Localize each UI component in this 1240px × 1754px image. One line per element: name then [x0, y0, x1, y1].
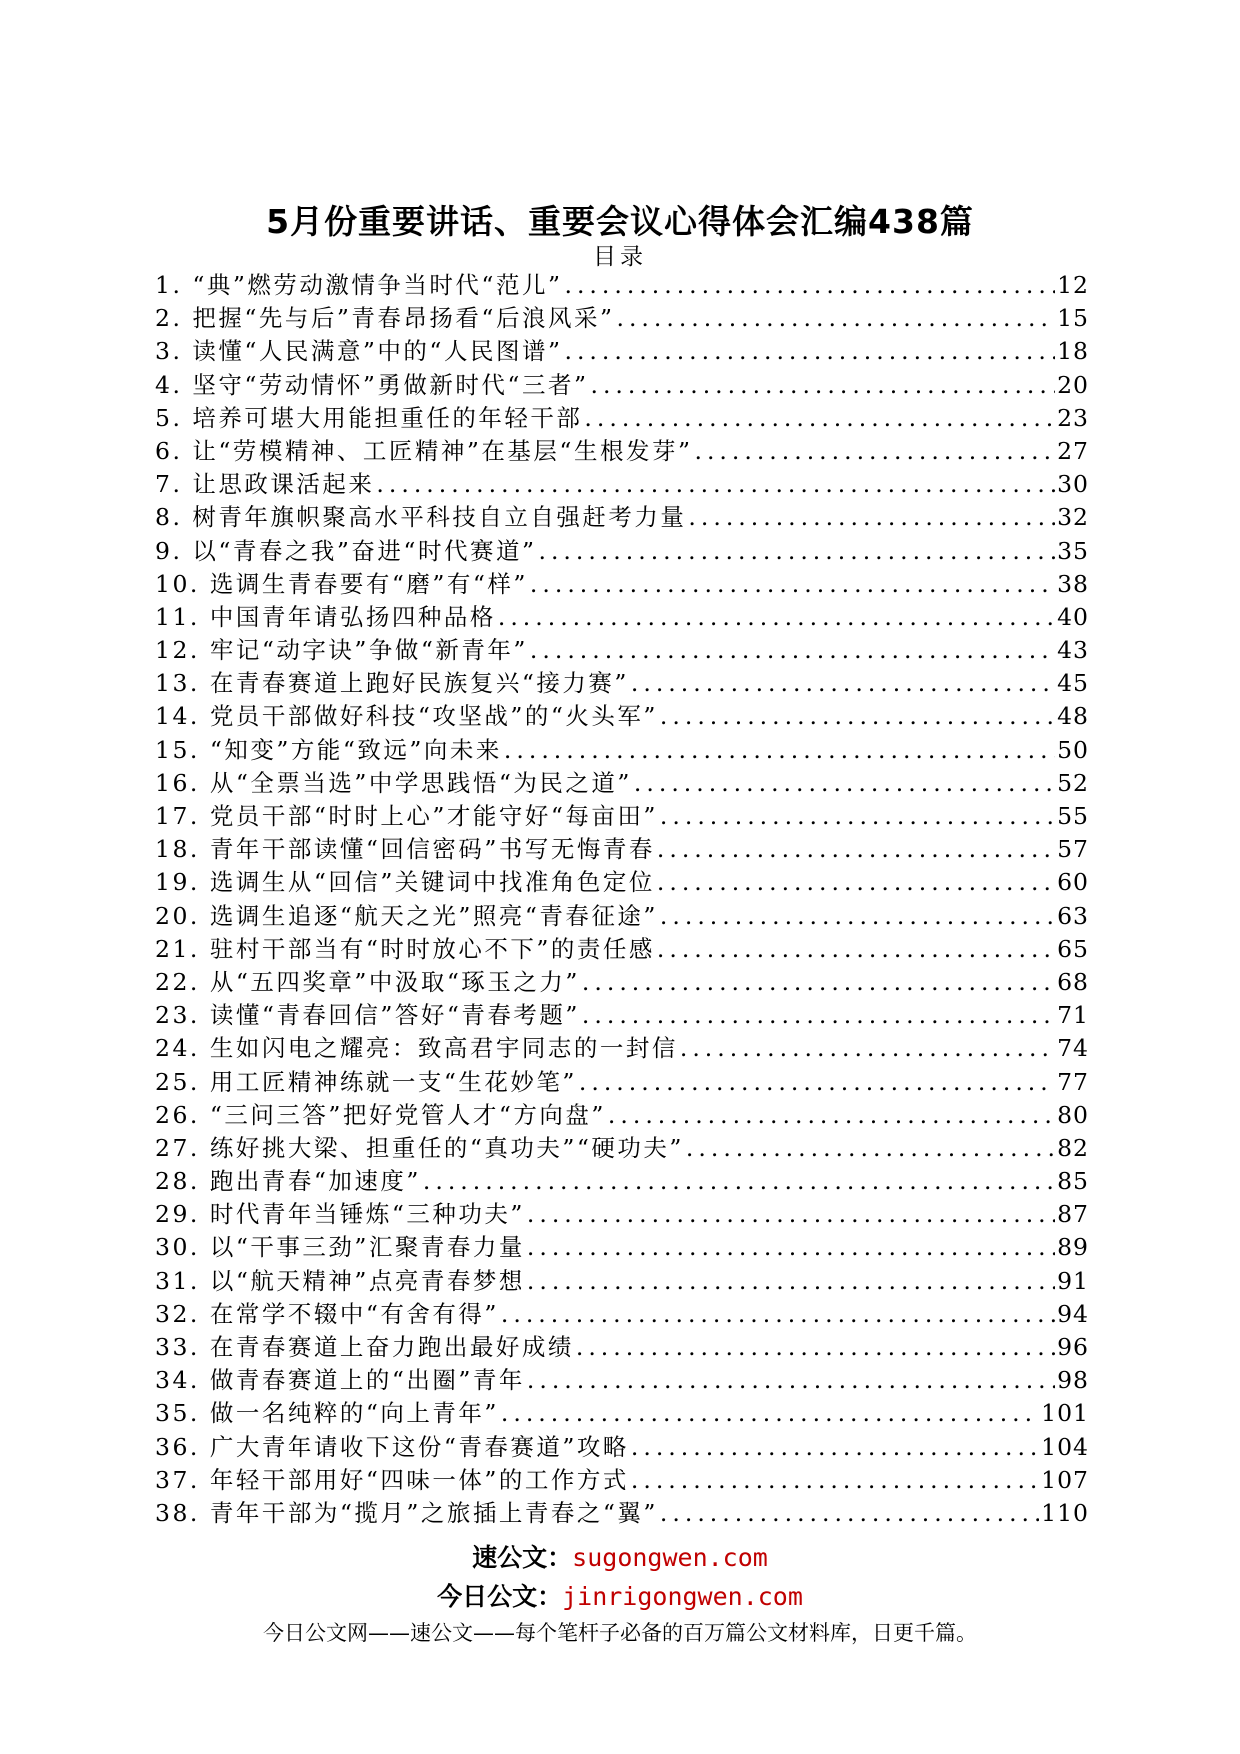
toc-entry[interactable] — [155, 1295, 1089, 1328]
toc-entry-page: 91 — [1057, 1266, 1089, 1295]
toc-entry-page: 94 — [1057, 1299, 1089, 1328]
toc-entry-text: 从“五四奖章”中汲取“琢玉之力” — [209, 967, 580, 996]
toc-entry-text: 做一名纯粹的“向上青年” — [209, 1399, 499, 1428]
toc-entry[interactable] — [155, 1328, 1089, 1361]
toc-entry-title — [155, 1228, 525, 1262]
site-link[interactable]: jinrigongwen.com — [562, 1582, 803, 1611]
toc-entry-number: 27. — [155, 1133, 200, 1162]
toc-entry-number: 29. — [155, 1200, 200, 1229]
toc-entry-number: 24. — [155, 1034, 200, 1063]
toc-entry-text: “知变”方能“致远”向未来 — [209, 735, 502, 764]
toc-entry-title — [155, 996, 580, 1030]
toc-entry[interactable] — [155, 1262, 1089, 1295]
toc-entry[interactable] — [155, 1428, 1089, 1461]
toc-entry-title — [155, 332, 562, 366]
toc-dot-leader — [657, 935, 1055, 963]
toc-entry-title — [155, 1494, 658, 1528]
toc-entry-text: 跑出青春“加速度” — [209, 1167, 421, 1196]
toc-entry-page: 89 — [1057, 1233, 1089, 1262]
toc-dot-leader — [527, 1200, 1055, 1228]
toc-dot-leader — [582, 1001, 1055, 1029]
toc-dot-leader — [680, 1034, 1055, 1062]
toc-entry-title — [155, 897, 658, 931]
toc-entry-title — [155, 930, 655, 964]
toc-entry-number: 30. — [155, 1233, 200, 1262]
toc-entry[interactable] — [155, 631, 1089, 664]
toc-entry-text: 以“干事三劲”汇聚青春力量 — [209, 1233, 525, 1262]
toc-entry-page: 20 — [1057, 370, 1089, 399]
toc-entry-text: 在青春赛道上奋力跑出最好成绩 — [209, 1333, 574, 1361]
toc-entry-page: 23 — [1057, 403, 1089, 432]
toc-entry[interactable] — [155, 1461, 1089, 1494]
toc-entry[interactable] — [155, 963, 1089, 996]
toc-entry-number: 34. — [155, 1366, 200, 1395]
toc-dot-leader — [579, 1068, 1055, 1096]
toc-entry-page: 68 — [1057, 967, 1089, 996]
site-link[interactable]: sugongwen.com — [572, 1543, 768, 1572]
toc-entry[interactable] — [155, 764, 1089, 797]
toc-entry-number: 28. — [155, 1167, 200, 1196]
toc-entry[interactable] — [155, 830, 1089, 863]
toc-entry-text: 让思政课活起来 — [192, 470, 375, 499]
toc-entry-number: 16. — [155, 768, 200, 797]
toc-entry[interactable] — [155, 996, 1089, 1029]
toc-entry-page: 98 — [1057, 1366, 1089, 1395]
toc-entry-title — [155, 598, 496, 632]
toc-dot-leader — [504, 736, 1055, 764]
toc-entry[interactable] — [155, 565, 1089, 598]
toc-entry-text: 时代青年当锤炼“三种功夫” — [209, 1200, 525, 1229]
toc-entry-title — [155, 1063, 577, 1097]
toc-entry-text: 做青春赛道上的“出圈”青年 — [209, 1366, 525, 1395]
toc-entry-text: 树青年旗帜聚高水平科技自立自强赶考力量 — [192, 503, 687, 532]
toc-dot-leader — [376, 470, 1055, 498]
toc-entry[interactable] — [155, 1394, 1089, 1427]
toc-dot-leader — [530, 570, 1055, 598]
toc-entry[interactable] — [155, 266, 1089, 299]
toc-entry-text: 从“全票当选”中学思践悟“为民之道” — [209, 768, 632, 797]
toc-entry-page: 80 — [1057, 1100, 1089, 1129]
toc-entry-number: 23. — [155, 1001, 200, 1030]
toc-entry-number: 22. — [155, 967, 200, 996]
toc-entry-page: 77 — [1057, 1067, 1089, 1096]
toc-dot-leader — [660, 1499, 1039, 1527]
toc-entry-title — [155, 465, 374, 499]
toc-entry-title — [155, 432, 692, 466]
toc-dot-leader — [527, 1267, 1055, 1295]
toc-dot-leader — [660, 802, 1055, 830]
toc-dot-leader — [582, 968, 1055, 996]
toc-entry-page: 96 — [1057, 1333, 1089, 1361]
toc-entry-text: 广大青年请收下这份“青春赛道”攻略 — [209, 1432, 629, 1461]
toc-entry-number: 10. — [155, 569, 200, 598]
toc-entry-number: 14. — [155, 702, 200, 731]
toc-entry-text: 以“青春之我”奋进“时代赛道” — [192, 536, 537, 565]
toc-entry[interactable] — [155, 1195, 1089, 1228]
toc-dot-leader — [501, 1399, 1039, 1427]
toc-entry-page: 18 — [1057, 337, 1089, 366]
toc-entry-title — [155, 1162, 421, 1196]
toc-entry-text: 驻村干部当有“时时放心不下”的责任感 — [209, 934, 655, 963]
toc-entry-title — [155, 1394, 499, 1428]
toc-entry-text: 练好挑大梁、担重任的“真功夫”“硬功夫” — [209, 1133, 684, 1162]
toc-entry-title — [155, 963, 580, 997]
toc-entry-title — [155, 731, 502, 765]
toc-entry[interactable] — [155, 532, 1089, 565]
toc-entry-title — [155, 697, 658, 731]
toc-entry-title — [155, 1328, 574, 1362]
toc-entry-text: 用工匠精神练就一支“生花妙笔” — [209, 1067, 577, 1096]
toc-entry-title — [155, 863, 655, 897]
toc-entry-number: 26. — [155, 1100, 200, 1129]
toc-entry[interactable] — [155, 1129, 1089, 1162]
toc-entry[interactable] — [155, 399, 1089, 432]
toc-dot-leader — [657, 835, 1055, 863]
toc-entry-title — [155, 532, 536, 566]
toc-entry-text: 让“劳模精神、工匠精神”在基层“生根发芽” — [192, 436, 693, 465]
toc-entry-number: 6. — [155, 436, 183, 465]
toc-entry-number: 32. — [155, 1299, 200, 1328]
toc-entry-page: 110 — [1041, 1498, 1089, 1527]
toc-entry[interactable] — [155, 1361, 1089, 1394]
toc-entry-number: 33. — [155, 1333, 200, 1361]
toc-entry-title — [155, 631, 528, 665]
toc-entry-text: 选调生青春要有“磨”有“样” — [209, 569, 528, 598]
toc-entry[interactable] — [155, 1096, 1089, 1129]
toc-entry-page: 65 — [1057, 934, 1089, 963]
toc-entry-page: 101 — [1041, 1399, 1089, 1428]
toc-entry-text: 在常学不辍中“有舍有得” — [209, 1299, 499, 1328]
toc-entry-number: 19. — [155, 868, 200, 897]
toc-entry-number: 36. — [155, 1432, 200, 1461]
footer-slogan: 今日公文网——速公文——每个笔杆子必备的百万篇公文材料库，日更千篇。 — [263, 1621, 977, 1645]
toc-dot-leader — [564, 271, 1055, 299]
toc-dot-leader — [660, 902, 1055, 930]
toc-dot-leader — [584, 404, 1055, 432]
toc-entry-title — [155, 1295, 499, 1329]
toc-entry-page: 74 — [1057, 1034, 1089, 1063]
toc-entry-number: 9. — [155, 536, 183, 565]
toc-entry-title — [155, 797, 658, 831]
toc-entry[interactable] — [155, 465, 1089, 498]
toc-entry-number: 11. — [155, 602, 200, 631]
toc-entry-text: 选调生追逐“航天之光”照亮“青春征途” — [209, 901, 658, 930]
toc-entry[interactable] — [155, 299, 1089, 332]
toc-dot-leader — [423, 1167, 1055, 1195]
toc-entry-text: 在青春赛道上跑好民族复兴“接力赛” — [209, 669, 629, 698]
toc-entry-number: 21. — [155, 934, 200, 963]
toc-entry[interactable] — [155, 731, 1089, 764]
toc-entry-text: 把握“先与后”青春昂扬看“后浪风采” — [192, 304, 615, 333]
toc-entry-number: 3. — [155, 337, 183, 366]
toc-dot-leader — [530, 636, 1055, 664]
toc-entry[interactable] — [155, 366, 1089, 399]
toc-entry-number: 15. — [155, 735, 200, 764]
toc-entry-title — [155, 1096, 606, 1130]
toc-entry-page: 71 — [1057, 1001, 1089, 1030]
toc-dot-leader — [576, 1333, 1055, 1361]
toc-entry-number: 1. — [155, 271, 183, 299]
toc-entry-page: 52 — [1057, 768, 1089, 797]
toc-entry-number: 20. — [155, 901, 200, 930]
toc-entry-text: 青年干部为“揽月”之旅插上青春之“翼” — [209, 1498, 658, 1527]
toc-entry-title — [155, 1029, 678, 1063]
toc-entry-number: 13. — [155, 669, 200, 698]
toc-entry-text: 党员干部做好科技“攻坚战”的“火头军” — [209, 702, 658, 731]
toc-entry-number: 7. — [155, 470, 183, 499]
toc-entry-title — [155, 565, 528, 599]
toc-entry-page: 87 — [1057, 1200, 1089, 1229]
toc-dot-leader — [631, 669, 1055, 697]
toc-entry-number: 8. — [155, 503, 183, 532]
toc-entry-text: 选调生从“回信”关键词中找准角色定位 — [209, 868, 655, 897]
toc-entry-page: 43 — [1057, 636, 1089, 665]
toc-entry-number: 12. — [155, 636, 200, 665]
toc-entry-number: 2. — [155, 304, 183, 333]
toc-entry-number: 17. — [155, 802, 200, 830]
toc-entry-number: 37. — [155, 1465, 200, 1494]
table-of-contents — [155, 266, 1089, 1527]
toc-entry-page: 12 — [1057, 271, 1089, 299]
toc-entry-title — [155, 498, 686, 532]
toc-entry-title — [155, 1461, 629, 1495]
toc-entry-number: 25. — [155, 1067, 200, 1096]
toc-entry[interactable] — [155, 498, 1089, 531]
toc-entry[interactable] — [155, 1029, 1089, 1062]
toc-entry-title — [155, 1428, 629, 1462]
toc-entry[interactable] — [155, 797, 1089, 830]
site-label: 速公文： — [472, 1543, 573, 1572]
document-title: 5月份重要讲话、重要会议心得体会汇编438篇 — [266, 202, 974, 241]
toc-entry-number: 5. — [155, 403, 183, 432]
toc-dot-leader — [590, 371, 1055, 399]
toc-dot-leader — [527, 1366, 1055, 1394]
toc-dot-leader — [634, 769, 1055, 797]
toc-dot-leader — [694, 437, 1055, 465]
toc-entry-title — [155, 1195, 525, 1229]
toc-entry[interactable] — [155, 863, 1089, 896]
site-label: 今日公文： — [437, 1582, 563, 1611]
toc-entry[interactable] — [155, 1063, 1089, 1096]
toc-entry-page: 82 — [1057, 1133, 1089, 1162]
toc-entry-text: 坚守“劳动情怀”勇做新时代“三者” — [192, 370, 589, 399]
toc-entry-text: 读懂“青春回信”答好“青春考题” — [209, 1001, 580, 1030]
toc-entry-title — [155, 664, 629, 698]
toc-entry-text: 生如闪电之耀亮：致高君宇同志的一封信 — [209, 1034, 678, 1063]
toc-dot-leader — [527, 1233, 1055, 1261]
toc-entry-text: 牢记“动字诀”争做“新青年” — [209, 636, 528, 665]
toc-entry-text: 以“航天精神”点亮青春梦想 — [209, 1266, 525, 1295]
toc-dot-leader — [501, 1300, 1055, 1328]
toc-dot-leader — [616, 304, 1055, 332]
toc-entry-title — [155, 299, 614, 333]
toc-entry-page: 40 — [1057, 602, 1089, 631]
toc-entry-number: 38. — [155, 1498, 200, 1527]
toc-dot-leader — [631, 1466, 1039, 1494]
toc-entry-title — [155, 366, 588, 400]
toc-entry-page: 35 — [1057, 536, 1089, 565]
toc-entry-page: 32 — [1057, 503, 1089, 532]
toc-entry-page: 27 — [1057, 436, 1089, 465]
toc-entry-page: 60 — [1057, 868, 1089, 897]
toc-entry-page: 50 — [1057, 735, 1089, 764]
toc-entry[interactable] — [155, 697, 1089, 730]
toc-entry-text: “典”燃劳动激情争当时代“范儿” — [192, 271, 563, 299]
toc-entry-page: 85 — [1057, 1167, 1089, 1196]
toc-entry[interactable] — [155, 598, 1089, 631]
toc-dot-leader — [564, 337, 1055, 365]
toc-entry-text: 中国青年请弘扬四种品格 — [209, 602, 496, 631]
footer-site-sugongwen — [0, 1538, 1240, 1574]
toc-entry-number: 35. — [155, 1399, 200, 1428]
toc-entry[interactable] — [155, 1162, 1089, 1195]
toc-entry-title — [155, 764, 632, 798]
toc-entry-page: 57 — [1057, 835, 1089, 864]
toc-entry-page: 45 — [1057, 669, 1089, 698]
toc-entry-page: 107 — [1041, 1465, 1089, 1494]
toc-entry[interactable] — [155, 930, 1089, 963]
toc-entry-page: 48 — [1057, 702, 1089, 731]
toc-dot-leader — [631, 1433, 1039, 1461]
toc-entry-text: 培养可堪大用能担重任的年轻干部 — [192, 403, 583, 432]
toc-dot-leader — [686, 1134, 1055, 1162]
toc-dot-leader — [660, 702, 1055, 730]
toc-entry-title — [155, 830, 655, 864]
toc-entry-title — [155, 1129, 684, 1163]
toc-entry-title — [155, 266, 562, 300]
toc-entry[interactable] — [155, 1228, 1089, 1261]
toc-entry[interactable] — [155, 1494, 1089, 1527]
toc-entry-text: “三问三答”把好党管人才“方向盘” — [209, 1100, 606, 1129]
toc-dot-leader — [657, 868, 1055, 896]
toc-entry-number: 31. — [155, 1266, 200, 1295]
toc-entry[interactable] — [155, 332, 1089, 365]
toc-dot-leader — [498, 603, 1055, 631]
toc-entry-text: 读懂“人民满意”中的“人民图谱” — [192, 337, 563, 366]
toc-entry[interactable] — [155, 897, 1089, 930]
toc-entry-title — [155, 1262, 525, 1296]
toc-entry-number: 18. — [155, 835, 200, 864]
toc-entry-text: 年轻干部用好“四味一体”的工作方式 — [209, 1465, 629, 1494]
toc-entry-page: 55 — [1057, 802, 1089, 830]
toc-entry-title — [155, 399, 582, 433]
toc-entry[interactable] — [155, 432, 1089, 465]
toc-entry[interactable] — [155, 664, 1089, 697]
toc-entry-text: 党员干部“时时上心”才能守好“每亩田” — [209, 802, 658, 830]
toc-entry-title — [155, 1361, 525, 1395]
toc-entry-page: 30 — [1057, 470, 1089, 499]
toc-entry-page: 38 — [1057, 569, 1089, 598]
toc-entry-text: 青年干部读懂“回信密码”书写无悔青春 — [209, 835, 655, 864]
toc-dot-leader — [608, 1101, 1055, 1129]
footer-site-jinrigongwen — [0, 1577, 1240, 1613]
toc-dot-leader — [538, 537, 1055, 565]
toc-entry-page: 104 — [1041, 1432, 1089, 1461]
toc-entry-page: 15 — [1057, 304, 1089, 333]
toc-heading: 目录 — [593, 244, 647, 270]
toc-dot-leader — [688, 503, 1055, 531]
toc-entry-number: 4. — [155, 370, 183, 399]
toc-entry-page: 63 — [1057, 901, 1089, 930]
